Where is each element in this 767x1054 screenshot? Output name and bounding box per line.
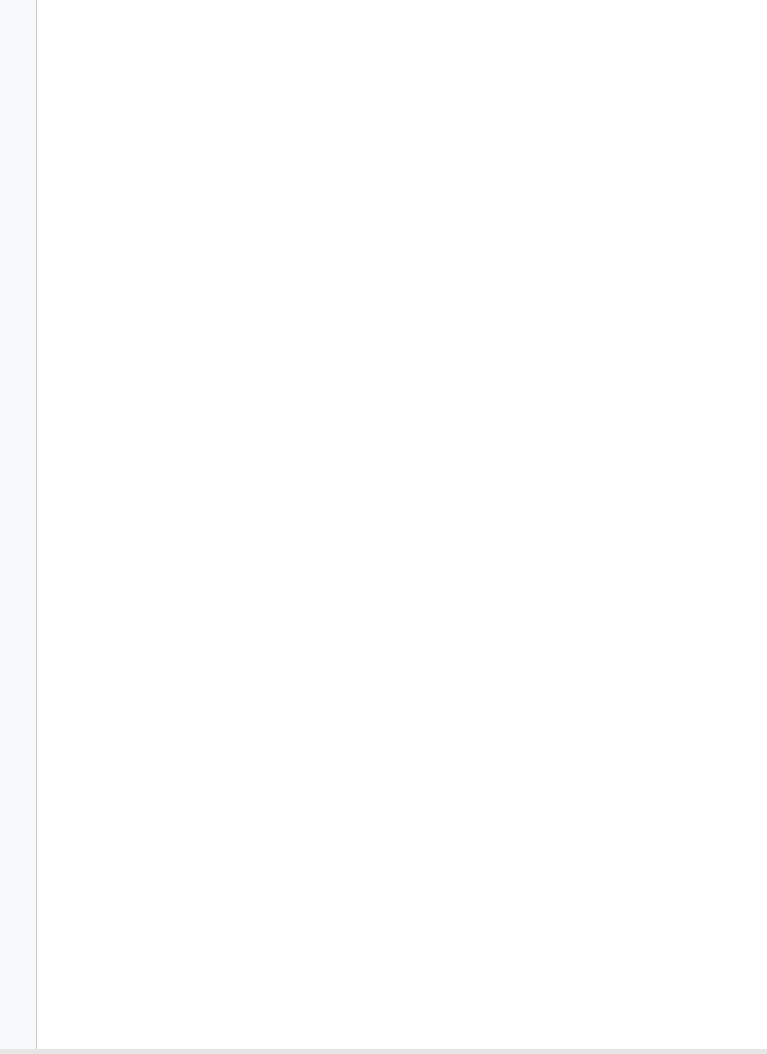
horizontal-scrollbar[interactable] <box>0 1049 767 1054</box>
